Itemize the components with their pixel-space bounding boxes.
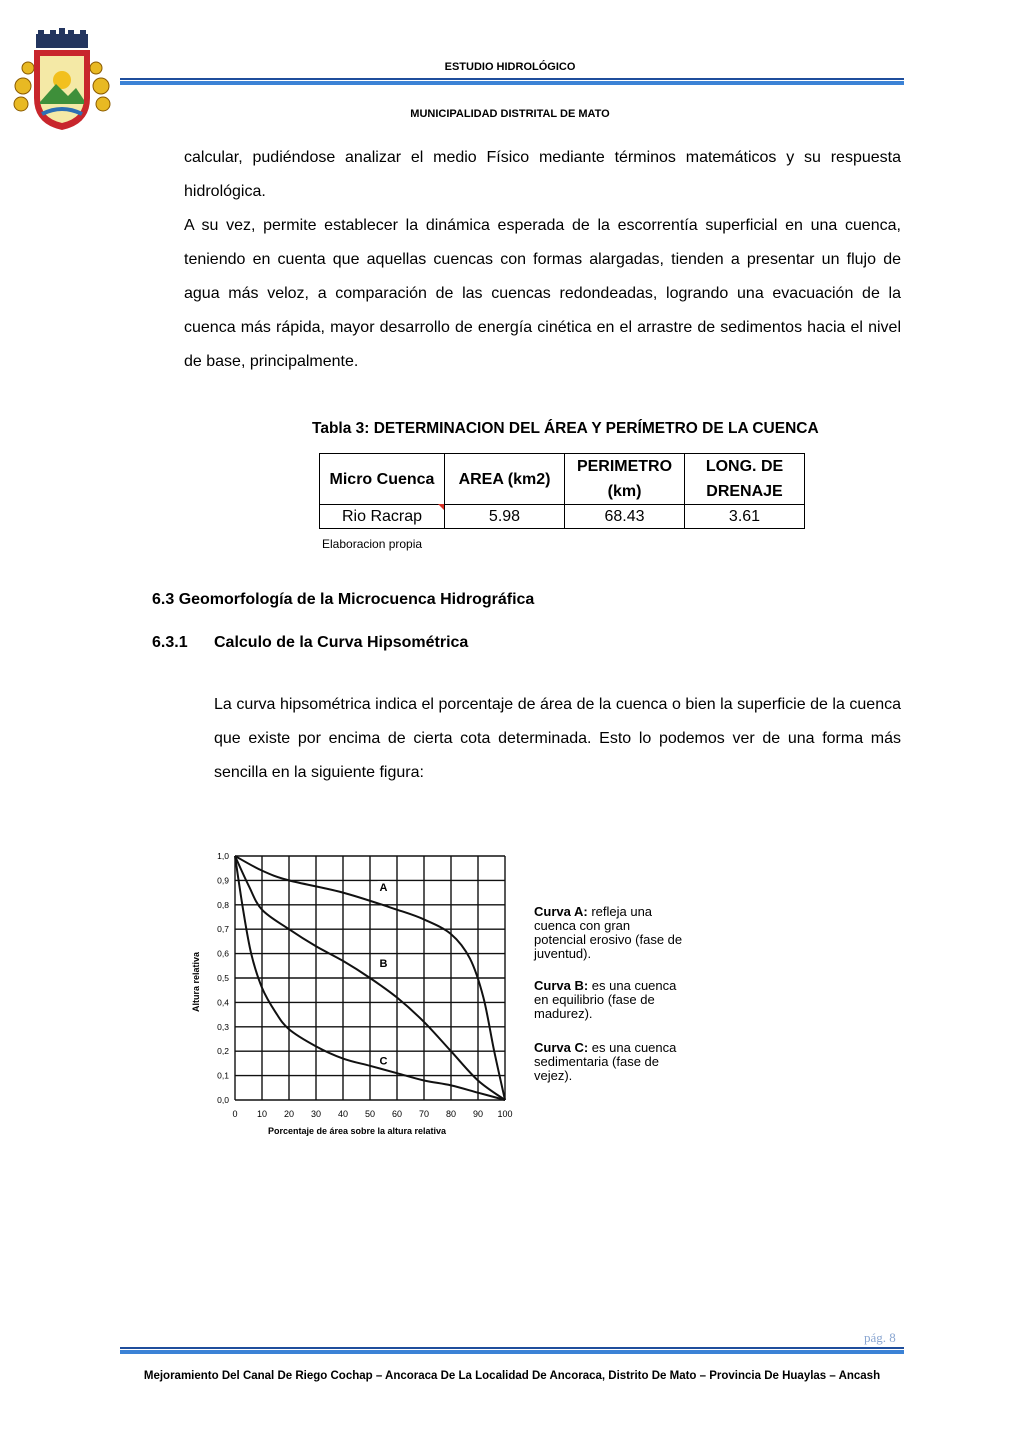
x-tick-label: 20 bbox=[283, 1109, 295, 1119]
y-tick-label: 0,3 bbox=[217, 1021, 229, 1032]
area-perimeter-table bbox=[319, 453, 805, 529]
table-header-cell: LONG. DE DRENAJE bbox=[685, 454, 805, 505]
x-axis-label: Porcentaje de área sobre la altura relativa bbox=[267, 1126, 447, 1136]
x-tick-label: 0 bbox=[232, 1109, 238, 1119]
subsection-number: 6.3.1 bbox=[152, 634, 188, 651]
header-rule bbox=[120, 78, 904, 85]
legend-line: sedimentaria (fase de bbox=[534, 1054, 660, 1069]
table-header-cell: PERIMETRO (km) bbox=[565, 454, 685, 505]
legend-curve-name: Curva A: bbox=[534, 904, 588, 919]
series-label: B bbox=[379, 957, 388, 970]
table-cell: 68.43 bbox=[565, 505, 685, 529]
table-header-row bbox=[320, 454, 805, 505]
legend-description: es una cuenca bbox=[588, 978, 677, 993]
y-tick-label: 0,6 bbox=[217, 948, 229, 959]
paragraph-continuation-line2: hidrológica. bbox=[184, 183, 266, 200]
table-cell: 5.98 bbox=[445, 505, 565, 529]
hypsometric-curve-chart bbox=[185, 842, 725, 1142]
legend-line bbox=[534, 1040, 677, 1055]
municipal-logo bbox=[12, 28, 112, 132]
y-axis-label: Altura relativa bbox=[191, 951, 201, 1013]
y-tick-label: 0,7 bbox=[217, 924, 229, 935]
x-tick-label: 30 bbox=[310, 1109, 322, 1119]
y-tick-label: 0,2 bbox=[217, 1046, 229, 1057]
paragraph-escorrentia: A su vez, permite establecer la dinámica esperada de la escorrentía superficial en una cuenca, teniendo en cuenta que aquellas cuencas con formas alargadas, tienden a presentar un flujo de agua más veloz, a comparación de las cuencas redondeadas, logrando una evacuación de la cuenca más rápida, mayor desarrollo de energía cinética en el arrastre de sedimentos hacia el nivel de base, principalmente. bbox=[184, 217, 901, 370]
table-cell: Rio Racrap bbox=[320, 505, 445, 529]
table-cell: 3.61 bbox=[685, 505, 805, 529]
x-tick-label: 80 bbox=[445, 1109, 457, 1119]
subsection-heading: Calculo de la Curva Hipsométrica bbox=[214, 634, 469, 651]
y-tick-label: 0,5 bbox=[217, 973, 229, 983]
header-title: ESTUDIO HIDROLÓGICO bbox=[444, 61, 576, 73]
comment-marker-icon bbox=[438, 504, 444, 510]
y-tick-label: 0,4 bbox=[217, 997, 229, 1008]
legend-line: vejez). bbox=[534, 1068, 573, 1083]
series-label: C bbox=[379, 1055, 388, 1068]
table-header-cell: Micro Cuenca bbox=[320, 454, 445, 505]
legend-description: refleja una bbox=[587, 904, 653, 919]
x-tick-label: 60 bbox=[391, 1109, 403, 1119]
section-heading: 6.3 Geomorfología de la Microcuenca Hidrográfica bbox=[152, 591, 535, 608]
x-tick-label: 70 bbox=[418, 1109, 430, 1119]
table-row bbox=[320, 505, 805, 529]
legend-line: juventud). bbox=[534, 946, 592, 961]
legend-line bbox=[534, 978, 677, 993]
y-tick-label: 0,1 bbox=[217, 1070, 229, 1081]
legend-curve-name: Curva B: bbox=[534, 978, 589, 993]
x-tick-label: 10 bbox=[256, 1109, 268, 1119]
y-tick-label: 0,0 bbox=[217, 1095, 229, 1105]
header-subtitle: MUNICIPALIDAD DISTRITAL DE MATO bbox=[410, 108, 610, 120]
footer-project-title: Mejoramiento Del Canal De Riego Cochap – Ancoraca De La Localidad De Ancoraca, Distrito De Mato – Provincia De Huaylas – Ancash bbox=[143, 1370, 881, 1382]
legend-description: es una cuenca bbox=[588, 1040, 677, 1055]
x-tick-label: 90 bbox=[472, 1109, 484, 1119]
footer-rule bbox=[120, 1347, 904, 1354]
legend-line bbox=[534, 904, 653, 919]
legend-curve-name: Curva C: bbox=[534, 1040, 589, 1055]
y-tick-label: 0,9 bbox=[217, 875, 229, 886]
x-tick-label: 100 bbox=[497, 1109, 513, 1119]
x-tick-label: 40 bbox=[337, 1109, 349, 1119]
table-caption: Tabla 3: DETERMINACION DEL ÁREA Y PERÍMETRO DE LA CUENCA bbox=[312, 420, 819, 437]
table-header-cell: AREA (km2) bbox=[445, 454, 565, 505]
chart-legend bbox=[533, 904, 682, 1083]
page-number: pág. 8 bbox=[864, 1330, 896, 1345]
paragraph-hypsometric: La curva hipsométrica indica el porcentaje de área de la cuenca o bien la superficie de la cuenca que existe por encima de cierta cota determinada. Esto lo podemos ver de una forma más sencilla en la siguiente figura: bbox=[214, 696, 901, 781]
legend-line: potencial erosivo (fase de bbox=[534, 932, 683, 947]
series-label: A bbox=[379, 882, 388, 895]
table-note: Elaboracion propia bbox=[322, 537, 423, 551]
y-tick-label: 0,8 bbox=[217, 899, 229, 910]
legend-line: en equilibrio (fase de bbox=[534, 992, 655, 1007]
x-tick-label: 50 bbox=[364, 1109, 376, 1119]
legend-line: cuenca con gran bbox=[534, 918, 631, 933]
y-tick-label: 1,0 bbox=[217, 851, 229, 861]
legend-line: madurez). bbox=[534, 1006, 593, 1021]
paragraph-continuation-line1: calcular, pudiéndose analizar el medio Físico mediante términos matemáticos y su respuesta bbox=[184, 149, 901, 166]
